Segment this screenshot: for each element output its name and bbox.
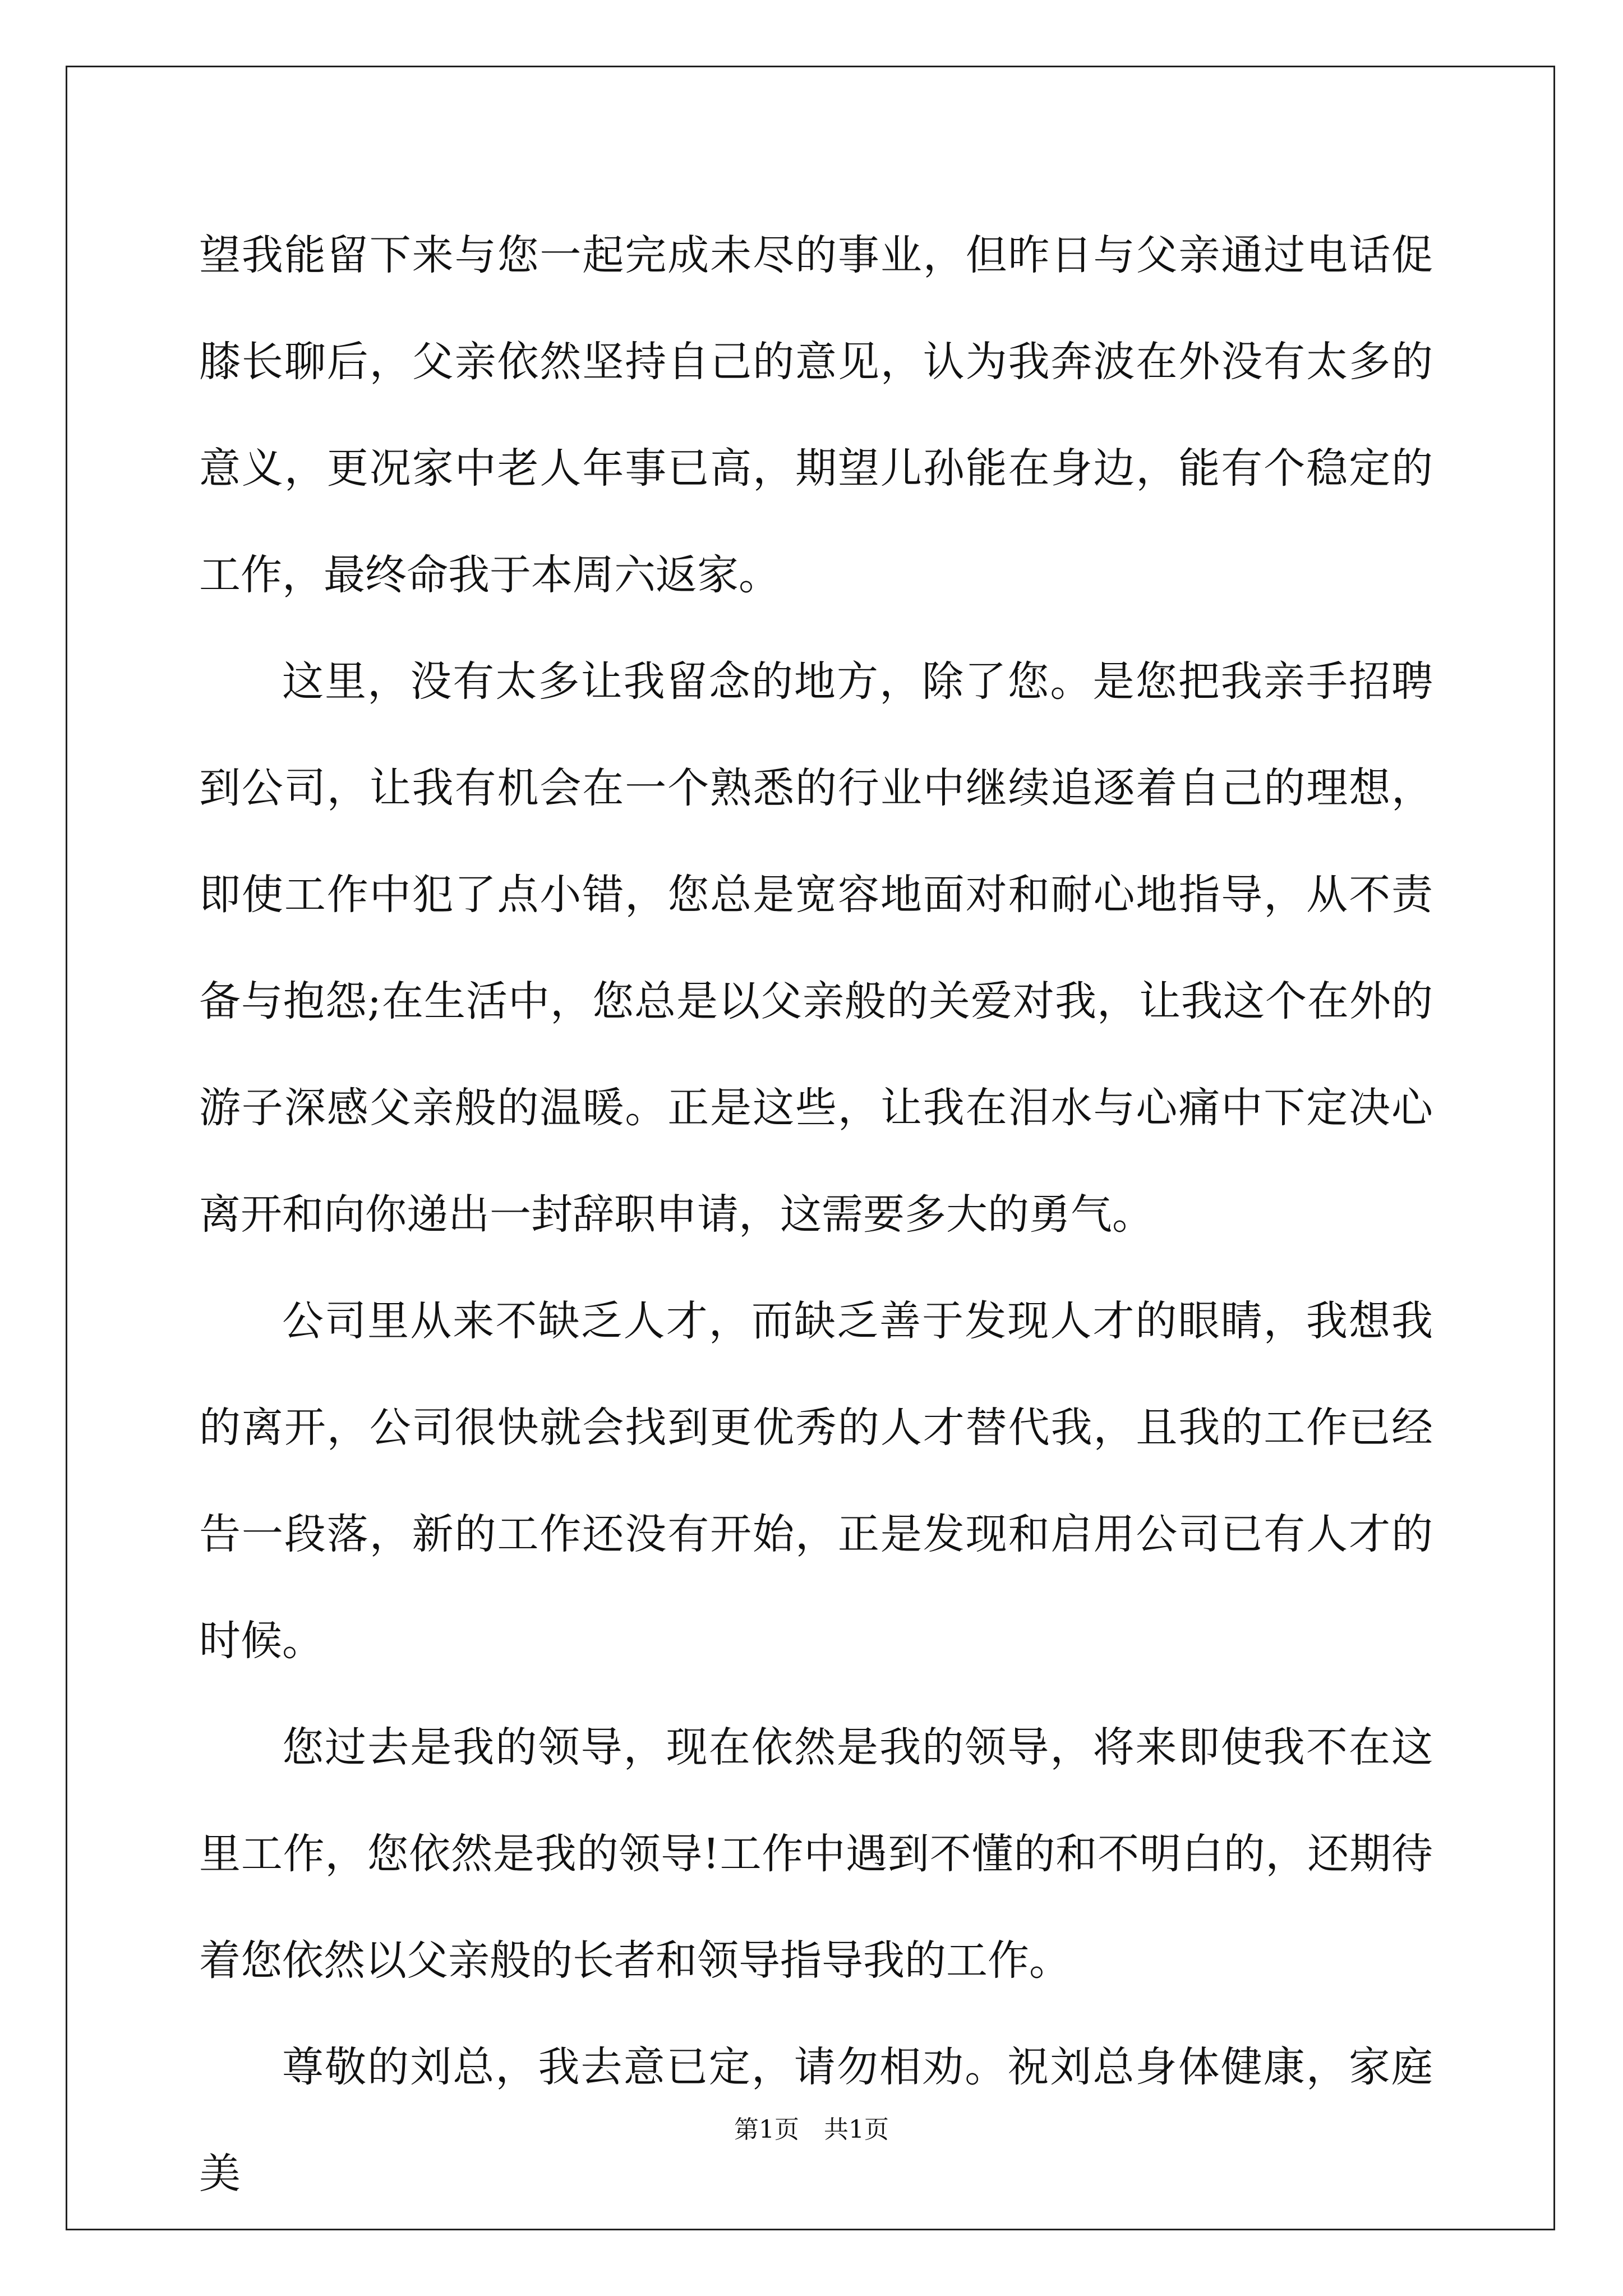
paragraph-1: 望我能留下来与您一起完成未尽的事业，但昨日与父亲通过电话促膝长聊后，父亲依然坚持自己的意见，认为我奔波在外没有太多的意义，更况家中老人年事已高，期望儿孙能在身边，能有个稳定的工作，最终命我于本周六返家。	[199, 231, 1433, 599]
paragraph-3: 公司里从来不缺乏人才，而缺乏善于发现人才的眼睛，我想我的离开，公司很快就会找到更优秀的人才替代我，且我的工作已经告一段落，新的工作还没有开始，正是发现和启用公司已有人才的时候。	[199, 1297, 1433, 1665]
paragraph-5: 尊敬的刘总，我去意已定，请勿相劝。祝刘总身体健康，家庭美	[199, 2043, 1433, 2198]
page-footer	[0, 2109, 1623, 2145]
paragraph-2: 这里，没有太多让我留念的地方，除了您。是您把我亲手招聘到公司，让我有机会在一个熟悉的行业中继续追逐着自己的理想，即使工作中犯了点小错，您总是宽容地面对和耐心地指导，从不责备与抱怨;在生活中，您总是以父亲般的关爱对我，让我这个在外的游子深感父亲般的温暖。正是这些，让我在泪水与心痛中下定决心离开和向你递出一封辞职申请，这需要多大的勇气。	[199, 657, 1433, 1239]
paragraph-4: 您过去是我的领导，现在依然是我的领导，将来即使我不在这里工作，您依然是我的领导!工作中遇到不懂的和不明白的，还期待着您依然以父亲般的长者和领导指导我的工作。	[199, 1723, 1433, 1985]
page-number: 第1页 共1页	[734, 2115, 889, 2144]
document-body	[199, 202, 1433, 2227]
